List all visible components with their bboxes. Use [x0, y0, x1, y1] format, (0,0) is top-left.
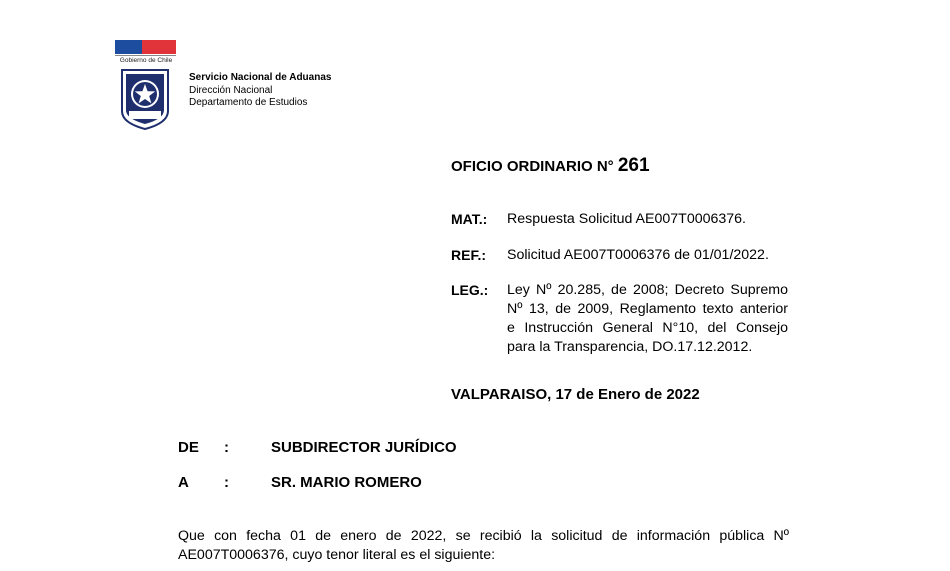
- leg-value: [507, 281, 788, 357]
- de-label: DE: [178, 439, 199, 456]
- leg-line-4: para la Transparencia, DO.17.12.2012.: [507, 339, 753, 355]
- flag-red-block: [142, 40, 176, 54]
- leg-line-1: Ley Nº 20.285, de 2008; Decreto Supremo: [507, 282, 788, 298]
- de-value: SUBDIRECTOR JURÍDICO: [271, 439, 457, 456]
- flag-blue-block: [115, 40, 142, 54]
- oficio-title: [451, 155, 650, 177]
- aduanas-seal-logo: [120, 67, 170, 131]
- oficio-number: 261: [617, 155, 650, 176]
- body-line-2: AE007T0006376, cuyo tenor literal es el siguiente:: [178, 547, 496, 563]
- body-line-1: Que con fecha 01 de enero de 2022, se recibió la solicitud de información pública Nº: [178, 528, 789, 544]
- institution-name: Servicio Nacional de Aduanas: [189, 72, 332, 83]
- place-date: VALPARAISO, 17 de Enero de 2022: [451, 386, 700, 403]
- mat-label: MAT.:: [451, 211, 488, 227]
- gobierno-de-chile-label: Gobierno de Chile: [119, 57, 173, 64]
- institution-department: Departamento de Estudios: [189, 97, 308, 108]
- ref-value: Solicitud AE007T0006376 de 01/01/2022.: [507, 247, 769, 263]
- gobierno-rule: [115, 55, 176, 56]
- institution-direction: Dirección Nacional: [189, 84, 273, 96]
- gobierno-de-chile-flag-bar: [115, 40, 176, 54]
- leg-label: LEG.:: [451, 282, 489, 298]
- de-colon: :: [224, 439, 229, 456]
- leg-line-3: e Instrucción General N°10, del Consejo: [507, 320, 788, 336]
- ref-label: REF.:: [451, 247, 486, 263]
- body-paragraph: [178, 527, 789, 565]
- a-colon: :: [224, 474, 229, 491]
- institution-block: [189, 72, 331, 110]
- leg-line-2: Nº 13, de 2009, Reglamento texto anterior: [507, 301, 788, 317]
- a-label: A: [178, 474, 189, 491]
- mat-value: Respuesta Solicitud AE007T0006376.: [507, 211, 746, 227]
- a-value: SR. MARIO ROMERO: [271, 474, 422, 491]
- oficio-title-prefix: OFICIO ORDINARIO N°: [451, 158, 614, 175]
